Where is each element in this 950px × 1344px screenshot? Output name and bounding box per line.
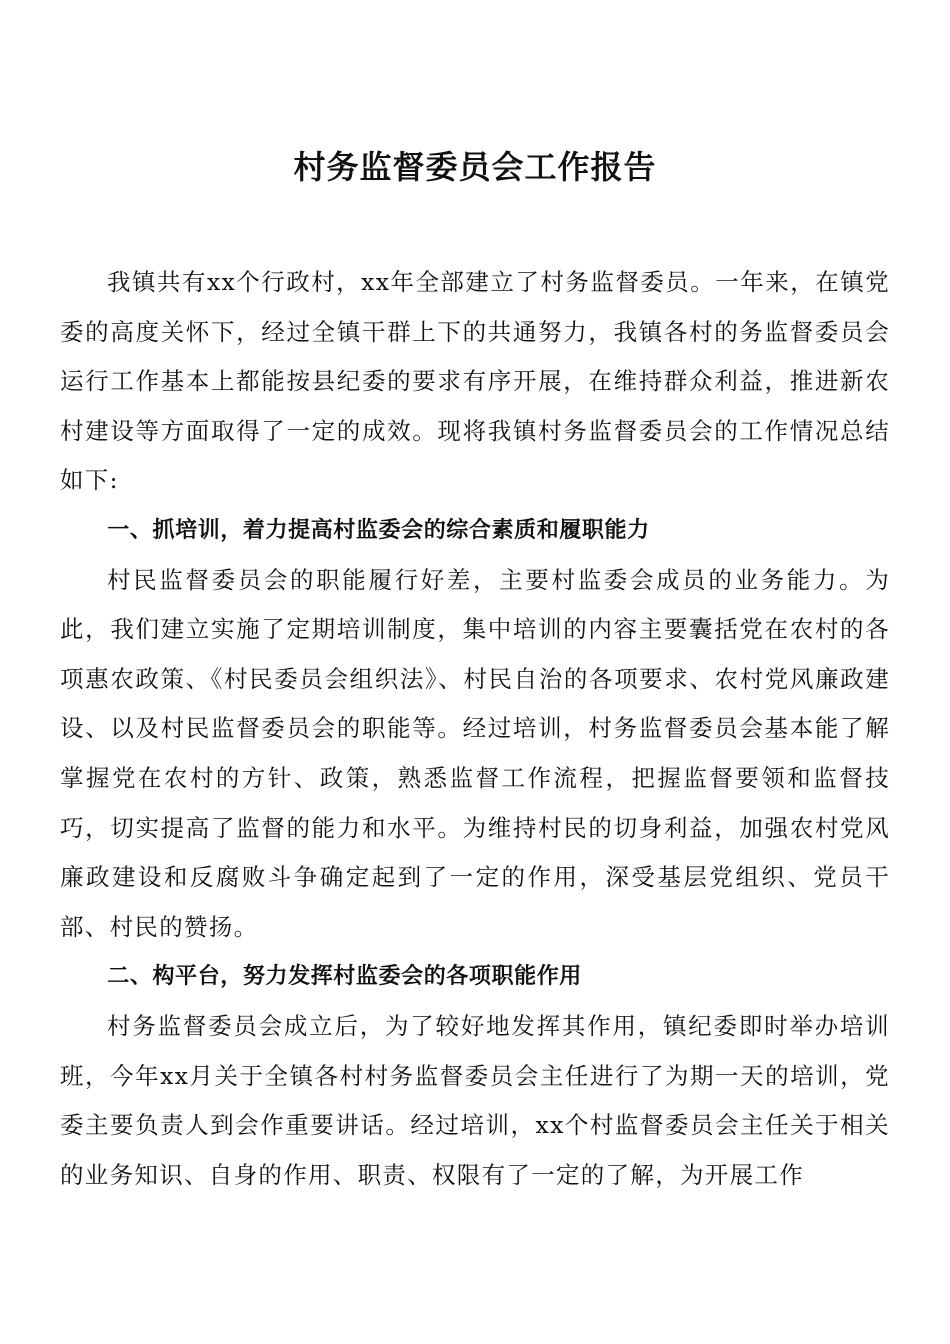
document-body: [60, 258, 890, 1200]
section-1-paragraph: 村民监督委员会的职能履行好差，主要村监委会成员的业务能力。为此，我们建立实施了定期培训制度，集中培训的内容主要囊括党在农村的各项惠农政策、《村民委员会组织法》、村民自治的各项要求、农村党风廉政建设、以及村民监督委员会的职能等。经过培训，村务监督委员会基本能了解掌握党在农村的方针、政策，熟悉监督工作流程，把握监督要领和监督技巧，切实提高了监督的能力和水平。为维持村民的切身利益，加强农村党风廉政建设和反腐败斗争确定起到了一定的作用，深受基层党组织、党员干部、村民的赞扬。: [60, 565, 890, 941]
intro-paragraph: 我镇共有xx个行政村，xx年全部建立了村务监督委员。一年来，在镇党委的高度关怀下，经过全镇干群上下的共通努力，我镇各村的务监督委员会运行工作基本上都能按县纪委的要求有序开展，在维持群众利益，推进新农村建设等方面取得了一定的成效。现将我镇村务监督委员会的工作情况总结如下:: [60, 268, 890, 495]
document-title: 村务监督委员会工作报告: [293, 148, 657, 187]
section-2-paragraph: 村务监督委员会成立后，为了较好地发挥其作用，镇纪委即时举办培训班，今年xx月关于全镇各村村务监督委员会主任进行了为期一天的培训，党委主要负责人到会作重要讲话。经过培训，xx个村监督委员会主任关于相关的业务知识、自身的作用、职责、权限有了一定的了解，为开展工作: [60, 1011, 890, 1189]
section-heading-2: 二、构平台，努力发挥村监委会的各项职能作用: [107, 964, 582, 990]
section-heading-1: 一、抓培训，着力提高村监委会的综合素质和履职能力: [107, 517, 650, 543]
